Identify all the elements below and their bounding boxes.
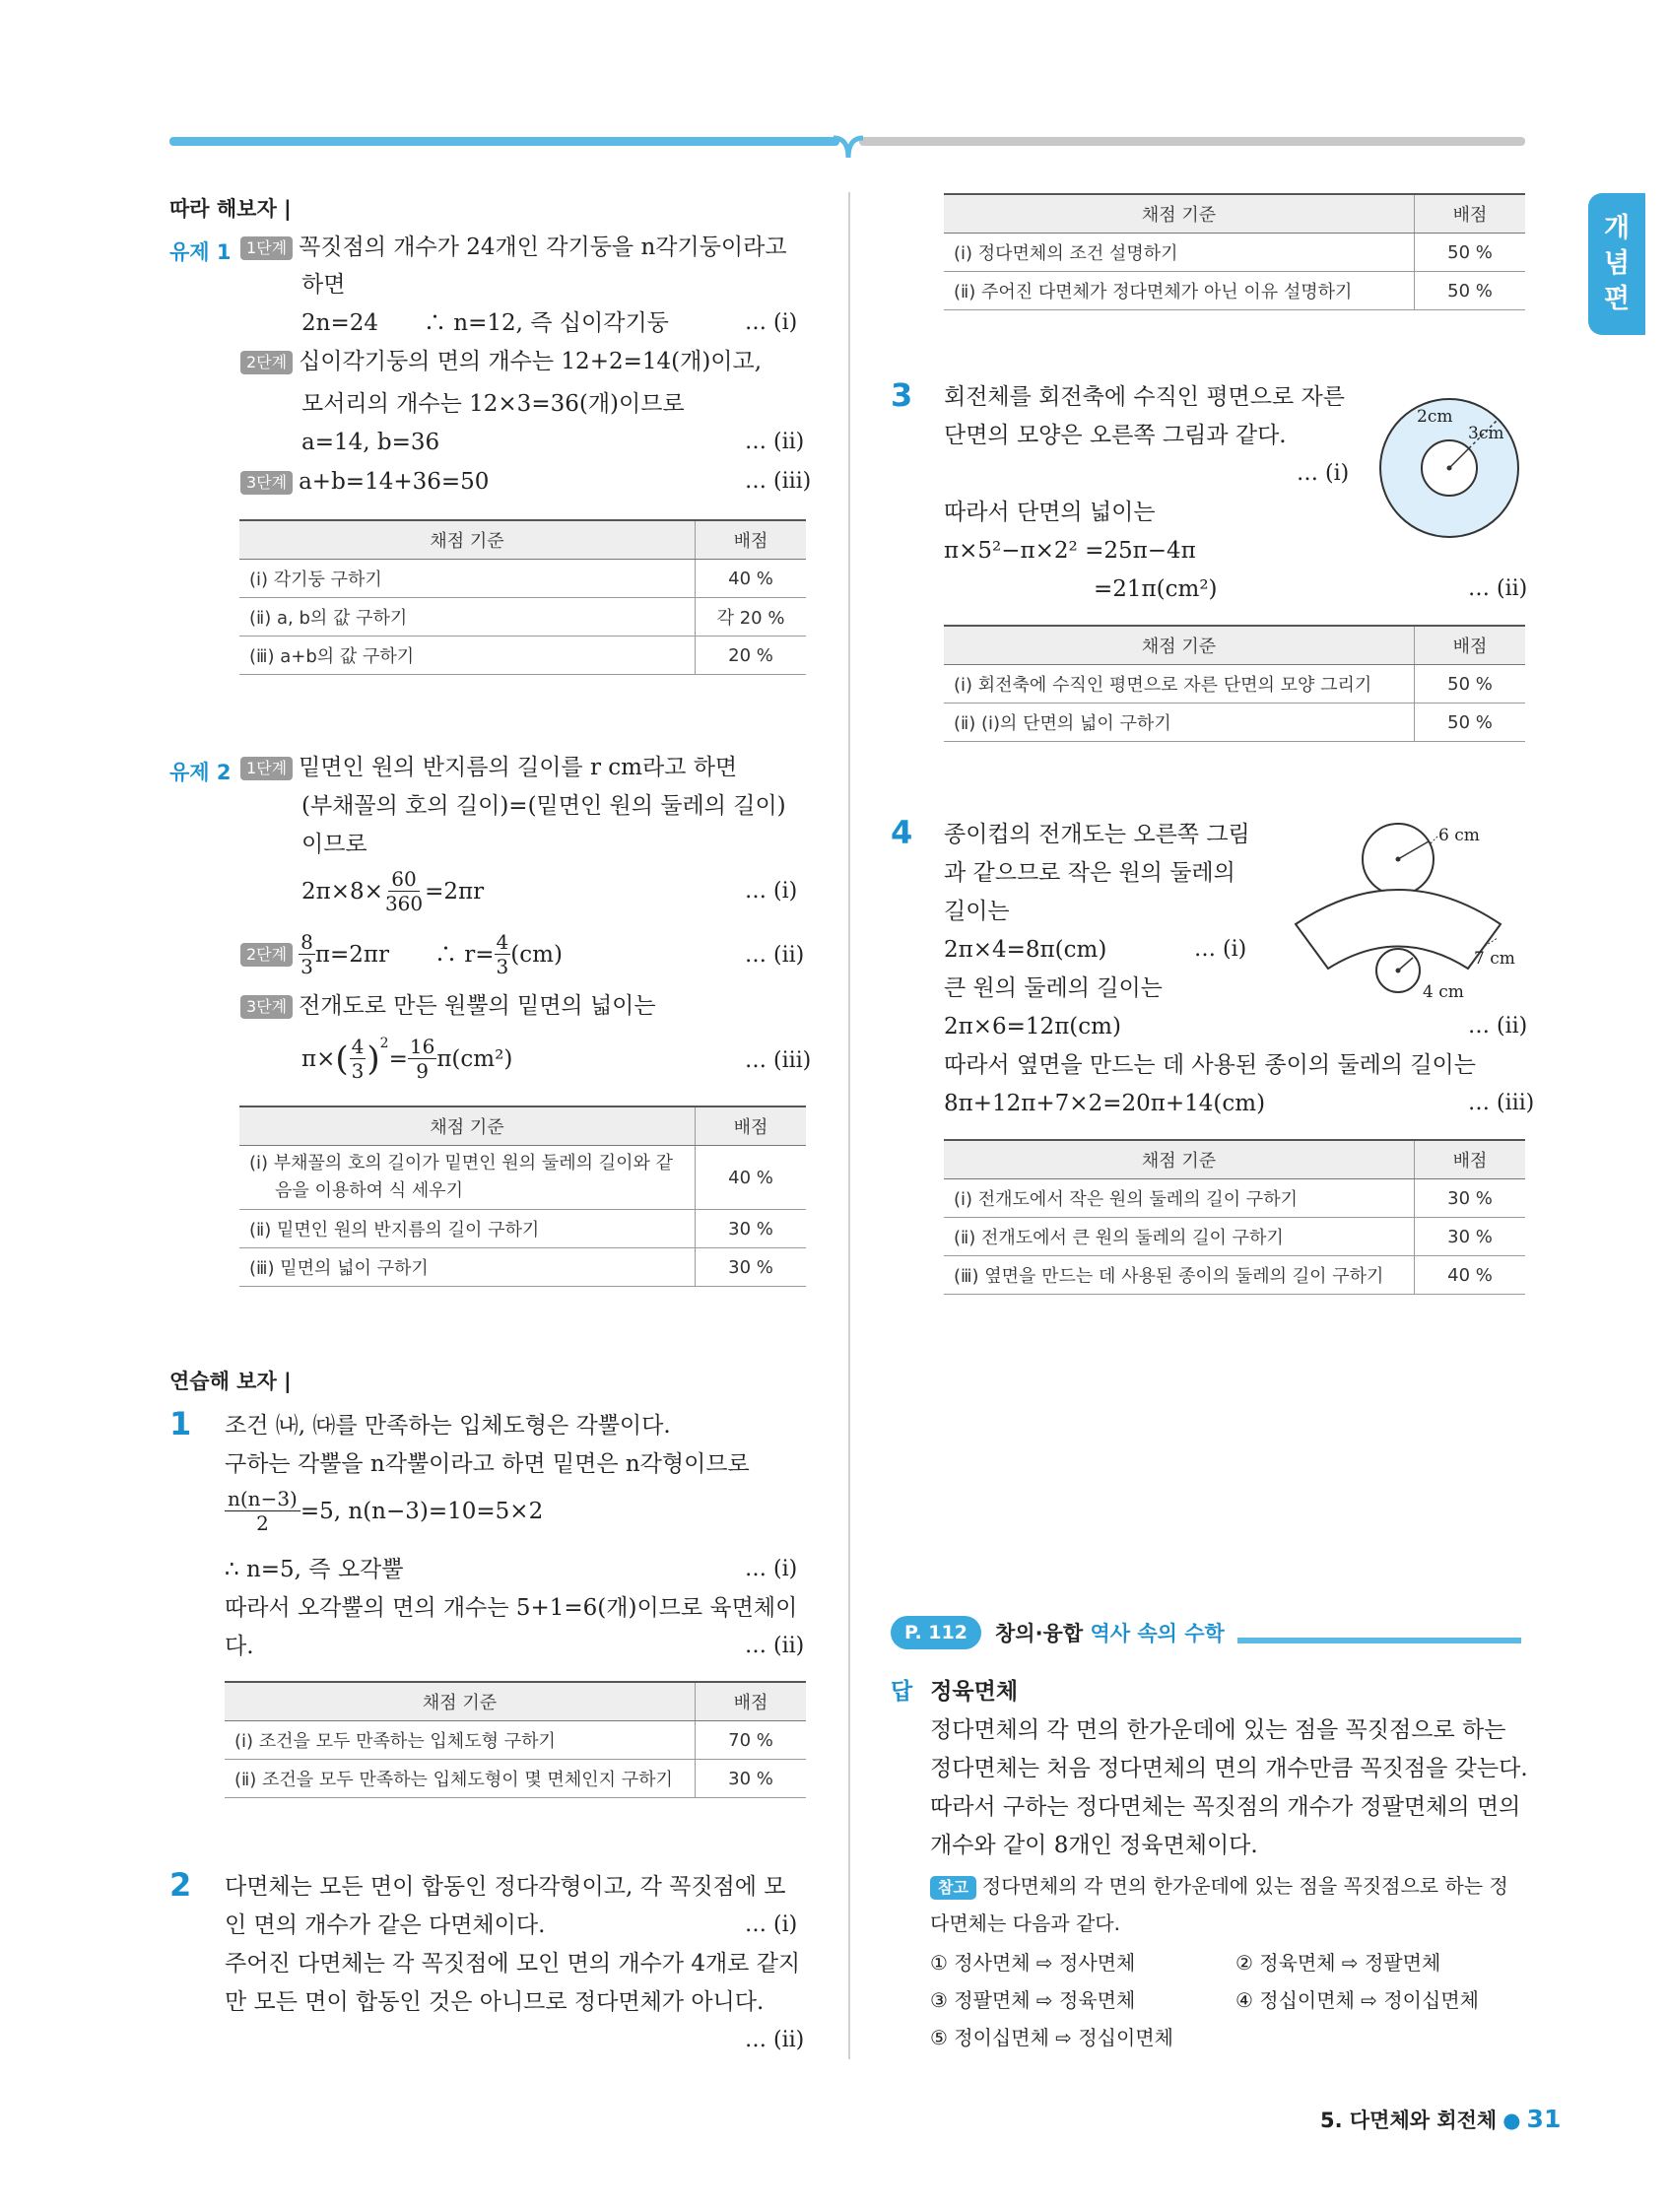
step-badge: 1단계 bbox=[240, 757, 293, 780]
side-length-label: 7 cm bbox=[1474, 949, 1515, 969]
p112-line3: 따라서 구하는 정다면체는 꼭짓점의 개수가 정팔면체의 면의 bbox=[930, 1794, 1521, 1820]
small-radius-label: 4 cm bbox=[1423, 982, 1464, 1002]
table-header: 배점 bbox=[696, 520, 807, 560]
p3-line5: =21π(cm²) bbox=[1094, 576, 1218, 602]
p4-line1: 종이컵의 전개도는 오른쪽 그림 bbox=[944, 822, 1250, 847]
inner-radius-label: 2cm bbox=[1417, 407, 1453, 427]
ex2-line3: 이므로 bbox=[301, 832, 367, 857]
note-line1: 참고 정다면체의 각 면의 한가운데에 있는 점을 꼭짓점으로 하는 정 bbox=[930, 1872, 1508, 1900]
follow-heading: 따라 해보자 | bbox=[169, 197, 292, 221]
list-item: ④ 정십이면체 ⇨ 정이십면체 bbox=[1235, 1988, 1479, 2012]
step-badge: 2단계 bbox=[240, 943, 293, 967]
table-row: (ⅰ) 부채꼴의 호의 길이가 밑면인 원의 둘레의 길이와 같 음을 이용하여 식 세우기 40 % bbox=[239, 1146, 806, 1210]
table-header: 채점 기준 bbox=[225, 1682, 696, 1721]
p4-score-table bbox=[944, 1139, 1525, 1295]
note-line2: 다면체는 다음과 같다. bbox=[930, 1911, 1120, 1935]
p3-line1: 회전체를 회전축에 수직인 평면으로 자른 bbox=[944, 384, 1345, 410]
ex1-line7: 3단계 a+b=14+36=50 bbox=[240, 467, 489, 497]
side-tab-char: 편 bbox=[1603, 284, 1631, 314]
p112-line4: 개수와 같이 8개인 정육면체이다. bbox=[930, 1833, 1258, 1858]
ex2-label: 유제 2 bbox=[169, 761, 232, 784]
width-label: 3cm bbox=[1468, 424, 1504, 443]
section-underline bbox=[1237, 1638, 1521, 1643]
ex2-line5: 2단계 8 3 π=2πr ∴ r= $\frac{4}{3}$ (cm) bbox=[240, 930, 563, 978]
p4-line2: 과 같으므로 작은 원의 둘레의 bbox=[944, 860, 1235, 886]
ex1-line1: 1단계 꼭짓점의 개수가 24개인 각기둥을 n각기둥이라고 bbox=[240, 233, 787, 262]
bullet-icon: ● bbox=[1502, 2109, 1521, 2132]
step-badge: 1단계 bbox=[240, 236, 293, 260]
fraction: 4 3 bbox=[351, 1035, 365, 1083]
p3-line4: π×5²−π×2² =25π−4π bbox=[944, 538, 1196, 564]
table-row: (ⅱ) 주어진 다면체가 정다면체가 아닌 이유 설명하기 50 % bbox=[944, 272, 1525, 310]
p3-line3: 따라서 단면의 넓이는 bbox=[944, 500, 1156, 525]
table-row: (ⅱ) 전개도에서 큰 원의 둘레의 길이 구하기 30 % bbox=[944, 1218, 1525, 1256]
p4-line7: 따라서 옆면을 만드는 데 사용된 종이의 둘레의 길이는 bbox=[944, 1052, 1476, 1078]
p4-marker1: … (ⅰ) bbox=[1194, 937, 1247, 962]
table-row: (ⅰ) 전개도에서 작은 원의 둘레의 길이 구하기 30 % bbox=[944, 1179, 1525, 1218]
table-header: 채점 기준 bbox=[239, 520, 696, 560]
list-item: ② 정육면체 ⇨ 정팔면체 bbox=[1235, 1951, 1441, 1975]
ex1-line4: 2단계 십이각기둥의 면의 개수는 12+2=14(개)이고, bbox=[240, 347, 762, 376]
ex1-marker2: … (ⅱ) bbox=[745, 430, 805, 454]
p2-score-table bbox=[944, 193, 1525, 310]
table-header: 채점 기준 bbox=[944, 194, 1415, 234]
ex1-line3: 2n=24 ∴ n=12, 즉 십이각기둥 bbox=[301, 310, 669, 336]
practice-heading: 연습해 보자 | bbox=[169, 1370, 292, 1393]
p1-line5: 따라서 오각뿔의 면의 개수는 5+1=6(개)이므로 육면체이 bbox=[225, 1595, 798, 1621]
problem-number: 2 bbox=[169, 1866, 192, 1904]
table-row: (ⅰ) 회전축에 수직인 평면으로 자른 단면의 모양 그리기 50 % bbox=[944, 665, 1525, 704]
table-header: 채점 기준 bbox=[239, 1106, 696, 1146]
section-title: 창의·융합 역사 속의 수학 bbox=[995, 1622, 1225, 1645]
ex2-marker3: … (ⅲ) bbox=[745, 1048, 812, 1073]
p112-line2: 정다면체는 처음 정다면체의 면의 개수만큼 꼭짓점을 갖는다. bbox=[930, 1756, 1528, 1781]
table-header: 배점 bbox=[696, 1106, 807, 1146]
table-header: 배점 bbox=[1415, 194, 1526, 234]
annulus-figure bbox=[1375, 394, 1523, 542]
table-row: (ⅰ) 정다면체의 조건 설명하기 50 % bbox=[944, 234, 1525, 272]
p4-line6: 2π×6=12π(cm) bbox=[944, 1014, 1121, 1039]
cup-net-figure bbox=[1281, 808, 1527, 1015]
table-row: (ⅱ) a, b의 값 구하기 각 20 % bbox=[239, 598, 806, 637]
answer-line: 답 정육면체 bbox=[891, 1678, 1019, 1705]
ex1-marker1: … (ⅰ) bbox=[745, 310, 798, 335]
side-tab-char: 념 bbox=[1603, 248, 1631, 279]
side-tab-char: 개 bbox=[1603, 213, 1631, 243]
ex2-score-table bbox=[239, 1106, 806, 1287]
p1-line3: $\frac{n(n-3)}{2}$ =5, n(n−3)=10=5×2 bbox=[225, 1487, 543, 1535]
p2-marker2: … (ⅱ) bbox=[745, 2028, 805, 2052]
ex2-line7: π× ( 4 3 ) 2 = $\frac{16}{9}$ π(cm²) bbox=[301, 1035, 513, 1083]
table-row: (ⅱ) 조건을 모두 만족하는 입체도형이 몇 면체인지 구하기 30 % bbox=[225, 1760, 806, 1798]
header-bar-left bbox=[169, 137, 839, 146]
ex2-marker2: … (ⅱ) bbox=[745, 943, 805, 968]
p4-line4: 2π×4=8π(cm) bbox=[944, 937, 1107, 963]
fraction: $\frac{16}{9}$ bbox=[409, 1035, 435, 1083]
step-badge: 2단계 bbox=[240, 351, 293, 374]
p4-marker2: … (ⅱ) bbox=[1468, 1014, 1528, 1039]
table-row: (ⅰ) 각기둥 구하기 40 % bbox=[239, 560, 806, 598]
list-item: ③ 정팔면체 ⇨ 정육면체 bbox=[930, 1988, 1136, 2012]
p1-line1: 조건 ㈏, ㈐를 만족하는 입체도형은 각뿔이다. bbox=[225, 1413, 671, 1439]
table-header: 채점 기준 bbox=[944, 1140, 1415, 1179]
ex2-line6: 3단계 전개도로 만든 원뿔의 밑면의 넓이는 bbox=[240, 991, 656, 1021]
p112-header bbox=[891, 1616, 1521, 1649]
p2-marker1: … (ⅰ) bbox=[745, 1912, 798, 1937]
ex1-marker3: … (ⅲ) bbox=[745, 469, 812, 494]
problem-number: 1 bbox=[169, 1405, 192, 1442]
p3-line2: 단면의 모양은 오른쪽 그림과 같다. bbox=[944, 423, 1287, 448]
column-divider bbox=[848, 192, 850, 2059]
p2-line3: 주어진 다면체는 각 꼭짓점에 모인 면의 개수가 4개로 같지 bbox=[225, 1951, 801, 1977]
p1-marker2: … (ⅱ) bbox=[745, 1634, 805, 1658]
ex1-line6: a=14, b=36 bbox=[301, 430, 440, 455]
p112-line1: 정다면체의 각 면의 한가운데에 있는 점을 꼭짓점으로 하는 bbox=[930, 1717, 1506, 1743]
ex1-score-table bbox=[239, 519, 806, 675]
list-item: ⑤ 정이십면체 ⇨ 정십이면체 bbox=[930, 2026, 1173, 2049]
ex2-line4: 2π×8× $\frac{60}{360}$ =2πr bbox=[301, 867, 485, 915]
p4-line8: 8π+12π+7×2=20π+14(cm) bbox=[944, 1091, 1266, 1116]
ex2-line2: (부채꼴의 호의 길이)=(밑면인 원의 둘레의 길이) bbox=[301, 793, 786, 819]
p3-marker2: … (ⅱ) bbox=[1468, 576, 1528, 601]
p1-line2: 구하는 각뿔을 n각뿔이라고 하면 밑면은 n각형이므로 bbox=[225, 1451, 750, 1477]
header-bar-right bbox=[859, 137, 1525, 146]
ex1-line2: 하면 bbox=[301, 272, 346, 298]
table-row: (ⅱ) (ⅰ)의 단면의 넓이 구하기 50 % bbox=[944, 704, 1525, 742]
p1-score-table bbox=[225, 1681, 806, 1798]
problem-number: 4 bbox=[891, 814, 913, 851]
fraction: $\frac{4}{3}$ bbox=[496, 930, 509, 978]
list-item: ① 정사면체 ⇨ 정사면체 bbox=[930, 1951, 1136, 1975]
table-header: 배점 bbox=[1415, 626, 1526, 665]
p3-marker1: … (ⅰ) bbox=[1297, 461, 1350, 486]
big-radius-label: 6 cm bbox=[1438, 826, 1480, 845]
p2-line4: 만 모든 면이 합동인 것은 아니므로 정다면체가 아니다. bbox=[225, 1989, 765, 2015]
table-header: 배점 bbox=[696, 1682, 807, 1721]
p1-marker1: … (ⅰ) bbox=[745, 1557, 798, 1581]
table-header: 채점 기준 bbox=[944, 626, 1415, 665]
table-row: (ⅲ) a+b의 값 구하기 20 % bbox=[239, 637, 806, 675]
ex2-line1: 1단계 밑면인 원의 반지름의 길이를 r cm라고 하면 bbox=[240, 753, 737, 782]
chapter-title: 5. 다면체와 회전체 bbox=[1320, 2109, 1498, 2132]
p4-line5: 큰 원의 둘레의 길이는 bbox=[944, 975, 1163, 1001]
header-notch bbox=[834, 134, 863, 160]
table-row: (ⅲ) 옆면을 만드는 데 사용된 종이의 둘레의 길이 구하기 40 % bbox=[944, 1256, 1525, 1295]
p4-line3: 길이는 bbox=[944, 899, 1010, 924]
p1-line6: 다. bbox=[225, 1634, 254, 1659]
problem-number: 3 bbox=[891, 376, 913, 414]
table-header: 배점 bbox=[1415, 1140, 1526, 1179]
page-ref-badge: P. 112 bbox=[891, 1616, 981, 1649]
side-tab bbox=[1588, 193, 1645, 335]
p1-line4: ∴ n=5, 즉 오각뿔 bbox=[225, 1557, 404, 1582]
p2-line2: 인 면의 개수가 같은 다면체이다. bbox=[225, 1912, 546, 1938]
table-row: (ⅱ) 밑면인 원의 반지름의 길이 구하기 30 % bbox=[239, 1210, 806, 1248]
p3-score-table bbox=[944, 625, 1525, 742]
table-row: (ⅰ) 조건을 모두 만족하는 입체도형 구하기 70 % bbox=[225, 1721, 806, 1760]
p4-marker3: … (ⅲ) bbox=[1468, 1091, 1535, 1115]
fraction: 8 3 bbox=[300, 930, 313, 978]
fraction: $\frac{n(n-3)}{2}$ bbox=[225, 1487, 300, 1535]
ex2-marker1: … (ⅰ) bbox=[745, 879, 798, 904]
page-number: 31 bbox=[1526, 2105, 1562, 2133]
ex1-label: 유제 1 bbox=[169, 240, 232, 264]
p2-line1: 다면체는 모든 면이 합동인 정다각형이고, 각 꼭짓점에 모 bbox=[225, 1874, 786, 1900]
table-row: (ⅲ) 밑면의 넓이 구하기 30 % bbox=[239, 1248, 806, 1287]
step-badge: 3단계 bbox=[240, 995, 293, 1019]
step-badge: 3단계 bbox=[240, 471, 293, 495]
note-badge: 참고 bbox=[930, 1876, 976, 1900]
page-footer bbox=[1320, 2105, 1561, 2134]
fraction: $\frac{60}{360}$ bbox=[384, 867, 424, 915]
ex1-line5: 모서리의 개수는 12×3=36(개)이므로 bbox=[301, 391, 685, 417]
